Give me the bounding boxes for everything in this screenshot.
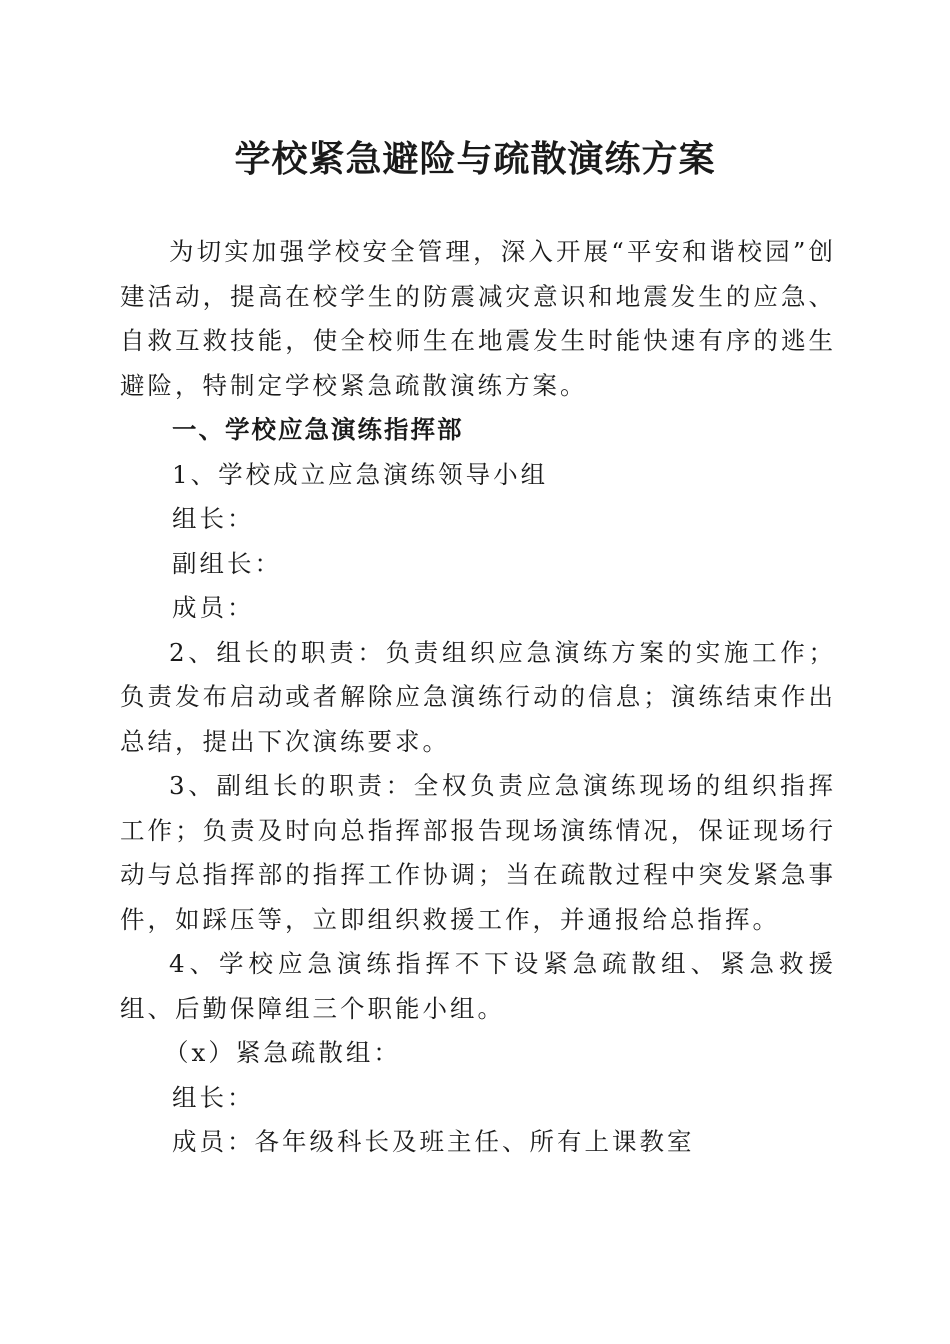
deputy-leader-line: 副组长： [172,548,282,578]
subgroup-members-line: 成员：各年级科长及班主任、所有上课教室 [172,1127,695,1156]
item-1: 1、学校成立应急演练领导小组 [172,459,549,489]
section-heading-command: 一、学校应急演练指挥部 [172,415,464,444]
document-body [120,230,836,1165]
subgroup-leader-line: 组长： [172,1082,255,1112]
item-3-paragraph: 3、副组长的职责：全权负责应急演练现场的组织指挥工作；负责及时向总指挥部报告现场演练情况，保证现场行动与总指挥部的指挥工作协调；当在疏散过程中突发紧急事件，如踩压等，立即组织救援工作，并通报给总指挥。 [120,771,836,934]
members-line: 成员： [172,593,255,622]
intro-paragraph: 为切实加强学校安全管理，深入开展“平安和谐校园”创建活动，提高在校学生的防震减灾意识和地震发生的应急、自救互救技能，使全校师生在地震发生时能快速有序的逃生避险，特制定学校紧急疏散演练方案。 [120,237,836,400]
leader-line: 组长： [172,504,255,533]
document-title: 学校紧急避险与疏散演练方案 [234,138,716,180]
item-4-paragraph: 4、学校应急演练指挥不下设紧急疏散组、紧急救援组、后勤保障组三个职能小组。 [120,949,836,1023]
subgroup-heading: （x）紧急疏散组： [164,1038,401,1067]
item-2-paragraph: 2、组长的职责：负责组织应急演练方案的实施工作；负责发布启动或者解除应急演练行动的信息；演练结束作出总结，提出下次演练要求。 [120,637,836,756]
